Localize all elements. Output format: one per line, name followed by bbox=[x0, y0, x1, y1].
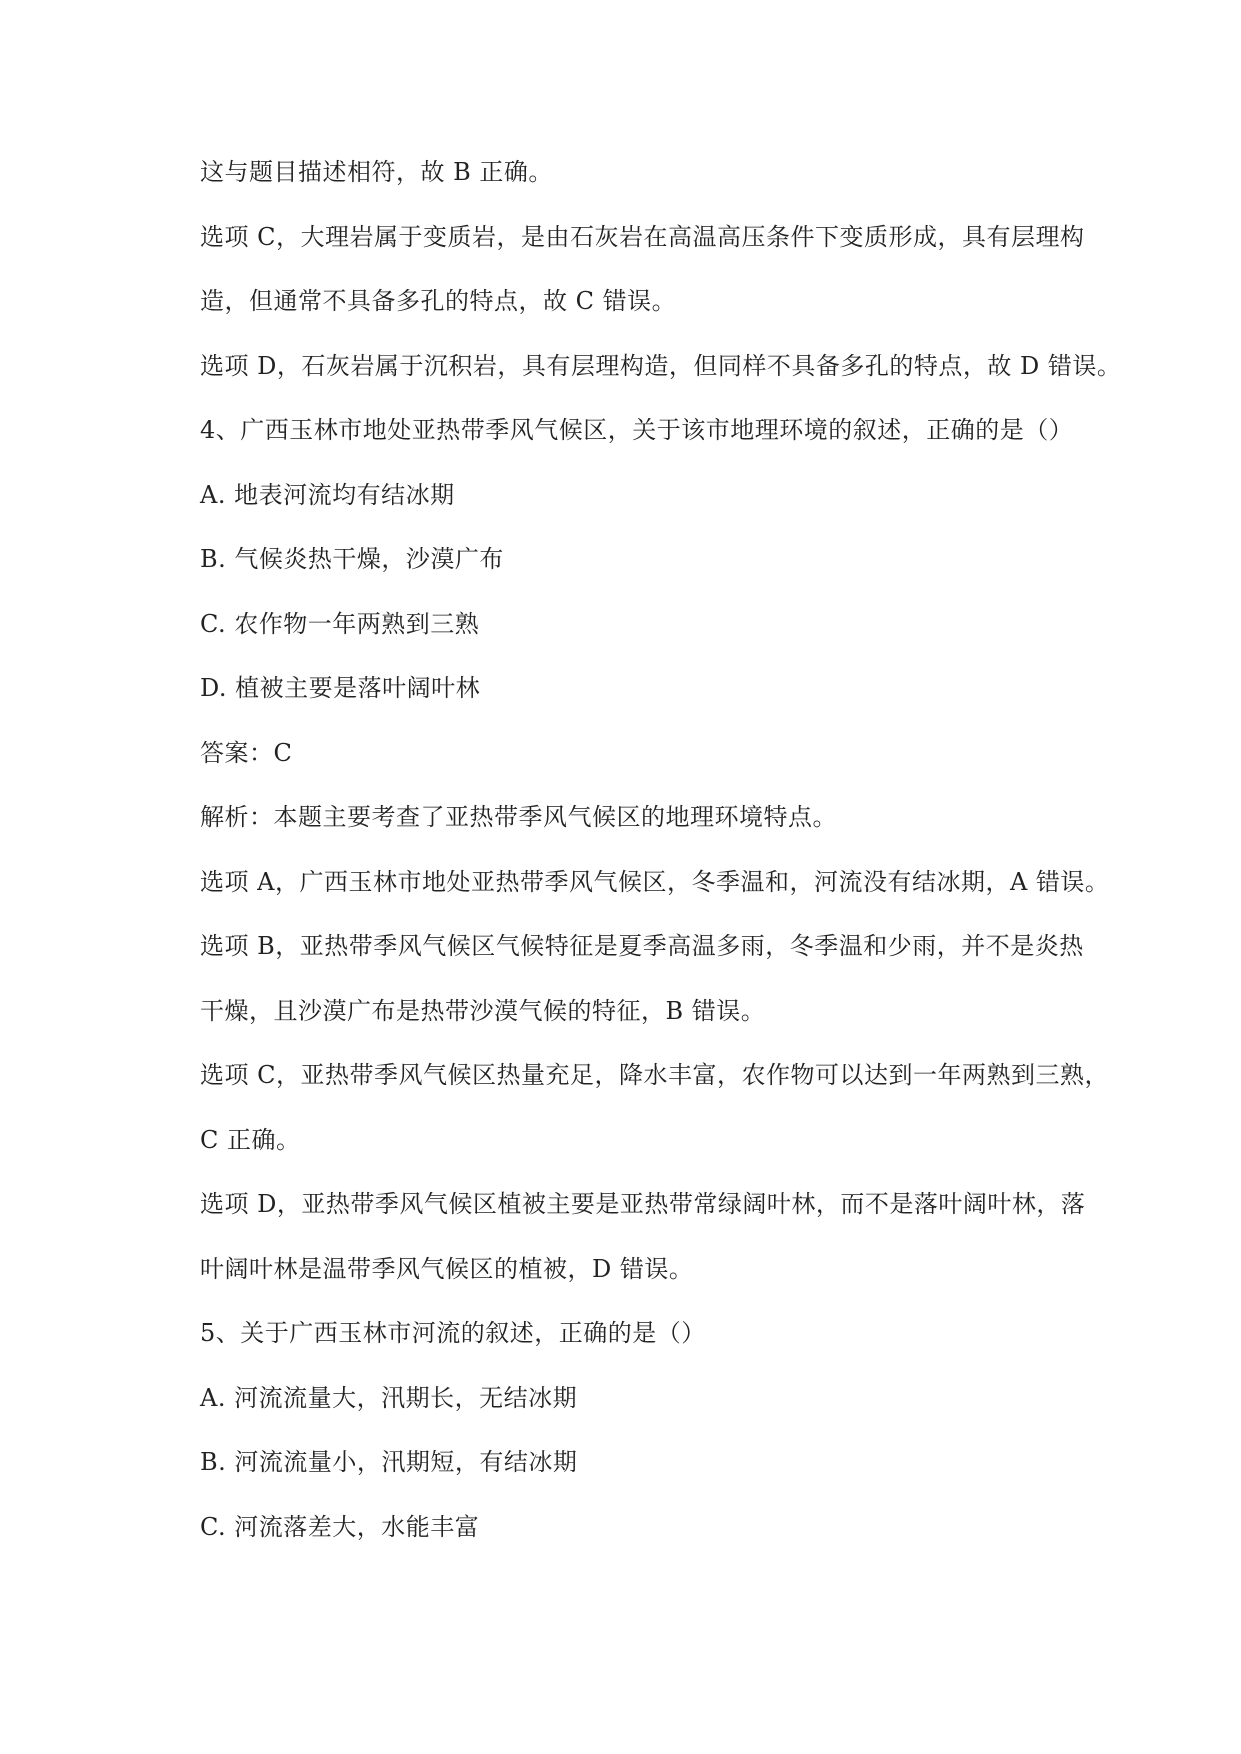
question-4-option-a: A. 地表河流均有结冰期 bbox=[200, 480, 455, 509]
text-line: 选项 C，亚热带季风气候区热量充足，降水丰富，农作物可以达到一年两熟到三熟， bbox=[200, 1061, 1109, 1089]
question-4-option-d: D. 植被主要是落叶阔叶林 bbox=[200, 674, 481, 702]
text-line: 选项 D，石灰岩属于沉积岩，具有层理构造，但同样不具备多孔的特点，故 D 错误。 bbox=[200, 351, 1122, 380]
text-line: 选项 A，广西玉林市地处亚热带季风气候区，冬季温和，河流没有结冰期，A 错误。 bbox=[200, 867, 1110, 896]
question-5-stem: 5、关于广西玉林市河流的叙述，正确的是（） bbox=[200, 1319, 706, 1347]
question-4-analysis: 解析：本题主要考查了亚热带季风气候区的地理环境特点。 bbox=[200, 803, 837, 831]
question-5-option-c: C. 河流落差大，水能丰富 bbox=[200, 1512, 480, 1541]
text-line: 选项 B，亚热带季风气候区气候特征是夏季高温多雨，冬季温和少雨，并不是炎热 bbox=[200, 932, 1084, 960]
question-4-stem: 4、广西玉林市地处亚热带季风气候区，关于该市地理环境的叙述，正确的是（） bbox=[200, 416, 1074, 444]
question-5-option-a: A. 河流流量大，汛期长，无结冰期 bbox=[200, 1383, 578, 1412]
text-line: C 正确。 bbox=[200, 1125, 301, 1154]
question-4-answer: 答案：C bbox=[200, 738, 293, 767]
text-line: 叶阔叶林是温带季风气候区的植被，D 错误。 bbox=[200, 1254, 694, 1283]
question-4-option-b: B. 气候炎热干燥，沙漠广布 bbox=[200, 545, 504, 573]
question-4-option-c: C. 农作物一年两熟到三熟 bbox=[200, 609, 480, 638]
text-line: 造，但通常不具备多孔的特点，故 C 错误。 bbox=[200, 287, 677, 315]
document-body bbox=[200, 140, 1122, 1559]
question-5-option-b: B. 河流流量小，汛期短，有结冰期 bbox=[200, 1448, 578, 1476]
text-line: 这与题目描述相符，故 B 正确。 bbox=[200, 158, 553, 186]
text-line: 选项 D，亚热带季风气候区植被主要是亚热带常绿阔叶林，而不是落叶阔叶林，落 bbox=[200, 1190, 1086, 1218]
text-line: 干燥，且沙漠广布是热带沙漠气候的特征，B 错误。 bbox=[200, 996, 766, 1025]
text-line: 选项 C，大理岩属于变质岩，是由石灰岩在高温高压条件下变质形成，具有层理构 bbox=[200, 222, 1085, 251]
